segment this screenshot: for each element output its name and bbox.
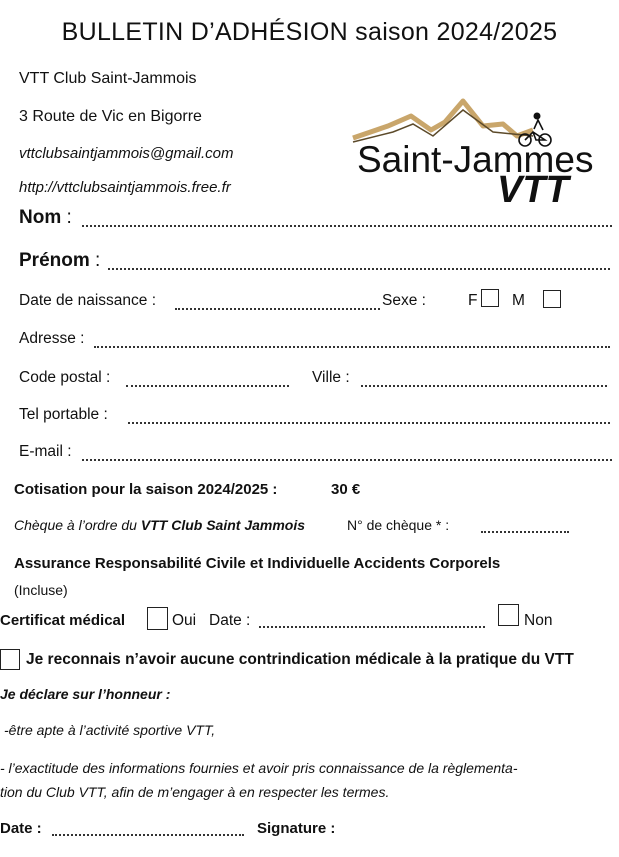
club-name: VTT Club Saint-Jammois <box>19 70 197 87</box>
prenom-label: Prénom : <box>19 250 101 271</box>
footer-date-field[interactable] <box>52 834 244 836</box>
cheque-club: VTT Club Saint Jammois <box>140 517 306 533</box>
honneur-item-1: -être apte à l’activité sportive VTT, <box>4 722 216 738</box>
honneur-heading: Je déclare sur l’honneur : <box>0 686 171 702</box>
honneur-item-2-line1: - l’exactitude des informations fournies et avoir pris connaissance de la règlementa- <box>0 760 518 776</box>
logo-text-line1: Saint-Jammes <box>357 139 594 180</box>
code-postal-field[interactable] <box>126 385 289 387</box>
certificat-date-field[interactable] <box>259 626 485 628</box>
sexe-f-checkbox[interactable] <box>481 289 499 307</box>
nom-label: Nom : <box>19 207 72 228</box>
nom-field[interactable] <box>82 225 612 227</box>
birth-date-field[interactable] <box>175 308 380 310</box>
cheque-line <box>14 517 305 533</box>
signature-label: Signature : <box>257 820 336 837</box>
club-address: 3 Route de Vic en Bigorre <box>19 108 202 125</box>
email-label: E-mail : <box>19 443 72 460</box>
code-postal-label: Code postal : <box>19 369 111 386</box>
footer-date-label: Date : <box>0 820 42 837</box>
cotisation-amount: 30 € <box>331 481 361 498</box>
honneur-item-2-line2: tion du Club VTT, afin de m’engager à en respecter les termes. <box>0 784 390 800</box>
sexe-m-label: M <box>512 292 525 309</box>
certificat-label: Certificat médical <box>0 612 126 629</box>
certificat-oui-checkbox[interactable] <box>147 607 168 630</box>
contraindication-checkbox[interactable] <box>0 649 20 670</box>
form-title: BULLETIN D’ADHÉSION saison 2024/2025 <box>61 18 558 46</box>
tel-label: Tel portable : <box>19 406 108 423</box>
prenom-field[interactable] <box>108 268 610 270</box>
sexe-f-label: F <box>468 292 478 309</box>
club-website[interactable]: http://vttclubsaintjammois.free.fr <box>19 179 231 196</box>
certificat-non-checkbox[interactable] <box>498 604 519 626</box>
ville-label: Ville : <box>312 369 350 386</box>
club-logo <box>333 96 619 210</box>
assurance-note: (Incluse) <box>14 582 68 598</box>
sexe-m-checkbox[interactable] <box>543 290 561 308</box>
assurance-title: Assurance Responsabilité Civile et Individuelle Accidents Corporels <box>14 555 501 572</box>
ville-field[interactable] <box>361 385 607 387</box>
birth-date-label: Date de naissance : <box>19 292 157 309</box>
cotisation-label: Cotisation pour la saison 2024/2025 : <box>14 481 278 498</box>
certificat-non-label: Non <box>524 612 553 629</box>
mountain-logo-icon <box>333 96 619 210</box>
certificat-date-label: Date : <box>209 612 251 629</box>
adresse-label: Adresse : <box>19 330 85 347</box>
sexe-label: Sexe : <box>382 292 426 309</box>
cheque-number-label: N° de chèque * : <box>347 517 450 533</box>
email-field[interactable] <box>82 459 612 461</box>
logo-text-line2: VTT <box>497 169 569 210</box>
club-email[interactable]: vttclubsaintjammois@gmail.com <box>19 145 234 162</box>
contraindication-statement: Je reconnais n’avoir aucune contrindication médicale à la pratique du VTT <box>26 651 574 668</box>
cheque-number-field[interactable] <box>481 531 569 533</box>
cheque-prefix: Chèque à l’ordre du <box>14 517 137 533</box>
tel-field[interactable] <box>128 422 610 424</box>
certificat-oui-label: Oui <box>172 612 197 629</box>
adresse-field[interactable] <box>94 346 610 348</box>
